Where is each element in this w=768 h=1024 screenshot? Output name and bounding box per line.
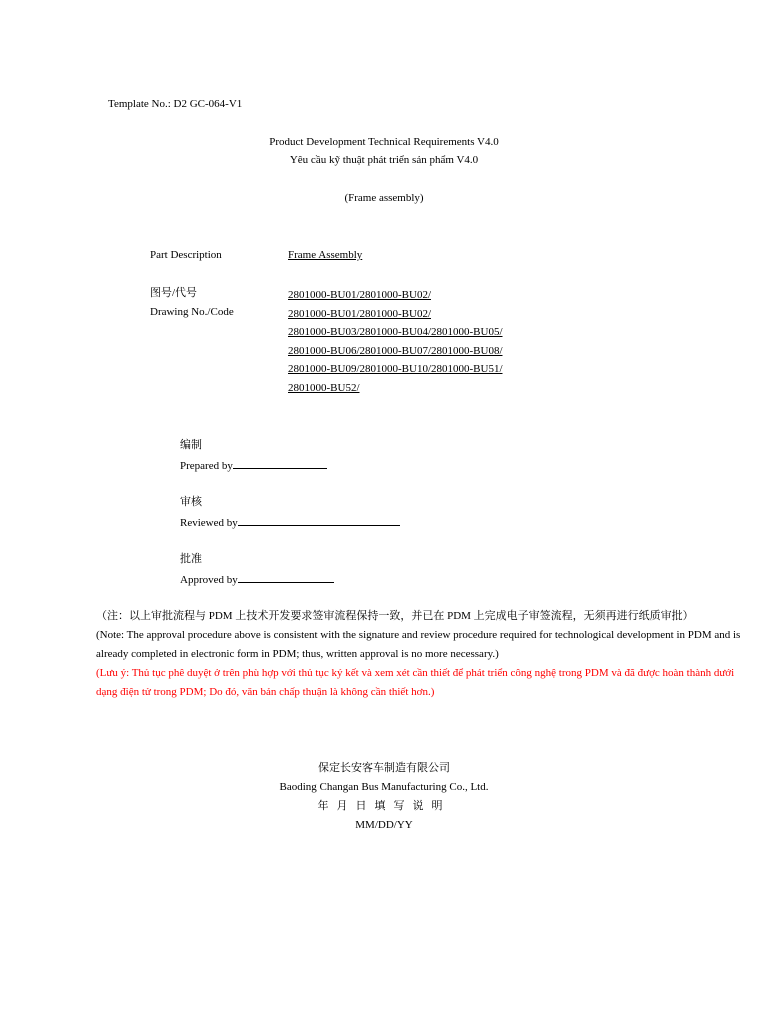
subtitle: (Frame assembly) (344, 192, 424, 204)
reviewed-label-en: Reviewed by (180, 517, 238, 529)
drawing-number-list (288, 286, 588, 398)
reviewed-by-line (180, 513, 400, 531)
drawing-number-line: 2801000-BU06/2801000-BU07/2801000-BU08/ (288, 344, 503, 357)
drawing-number-line: 2801000-BU01/2801000-BU02/ (288, 289, 431, 301)
drawing-number-line: 2801000-BU09/2801000-BU10/2801000-BU51/ (288, 363, 503, 376)
approved-label-en: Approved by (180, 574, 238, 586)
drawing-label-cn: 图号/代号 (150, 287, 198, 299)
prepared-by-line (180, 456, 327, 474)
note-vietnamese: (Lưu ý: Thủ tục phê duyệt ở trên phù hợp với thủ tục ký kết và xem xét cần thiết để phát triển công nghệ trong PDM và đã được hoàn thành dưới dạng điện tử trong PDM; Do đó, văn bản chấp thuận là không cần thiết hơn.) (96, 667, 735, 698)
drawing-number-line: 2801000-BU52/ (288, 381, 360, 394)
approved-by-line (180, 570, 334, 588)
drawing-label-en: Drawing No./Code (150, 306, 234, 318)
approved-label-cn: 批准 (180, 553, 202, 565)
note-english: (Note: The approval procedure above is consistent with the signature and review procedure required for technological development in PDM and is already completed in electronic form in PDM; thus, written approval is no more necessary.) (96, 629, 741, 660)
reviewed-label-cn: 审核 (180, 496, 202, 508)
title-vietnamese: Yêu cầu kỹ thuật phát triển sản phẩm V4.0 (289, 154, 479, 166)
part-description-value: Frame Assembly (288, 249, 363, 261)
approved-signature-blank (238, 570, 334, 583)
drawing-number-line: 2801000-BU01/2801000-BU02/ (288, 307, 431, 320)
part-description-label: Part Description (150, 249, 222, 261)
prepared-signature-blank (233, 456, 327, 469)
note-chinese: （注：以上审批流程与 PDM 上技术开发要求签审流程保持一致，并已在 PDM 上完成电子审签流程，无须再进行纸质审批） (96, 610, 694, 622)
prepared-label-cn: 编制 (180, 439, 202, 451)
prepared-label-en: Prepared by (180, 460, 233, 472)
date-label-cn: 年月日填写说明 (317, 800, 451, 812)
reviewed-signature-blank (238, 513, 400, 526)
template-number: Template No.: D2 GC-064-V1 (108, 98, 243, 110)
company-name-cn: 保定长安客车制造有限公司 (318, 762, 450, 774)
date-format: MM/DD/YY (355, 819, 413, 831)
company-name-en: Baoding Changan Bus Manufacturing Co., Ltd. (279, 781, 489, 793)
drawing-number-line: 2801000-BU03/2801000-BU04/2801000-BU05/ (288, 326, 503, 339)
title-english: Product Development Technical Requirements V4.0 (269, 136, 499, 148)
